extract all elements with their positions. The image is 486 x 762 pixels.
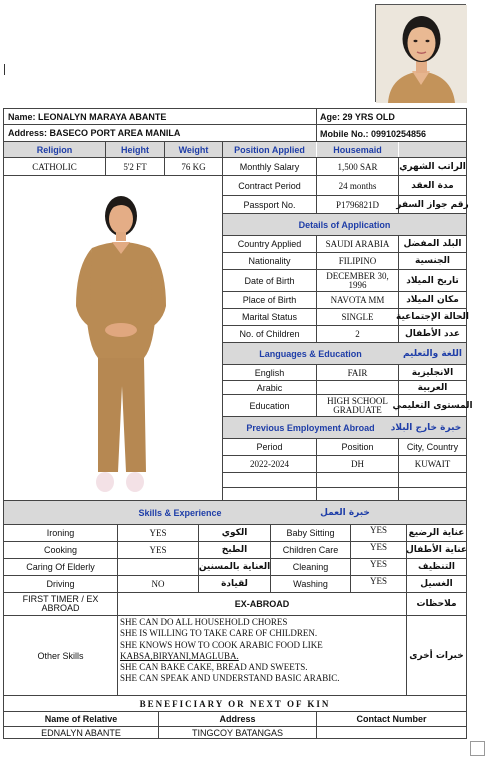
skill-label-ironing: Ironing: [46, 528, 75, 538]
height-value: 5'2 FT: [123, 161, 147, 172]
languages-heading-arabic: اللغة والتعليم: [402, 348, 463, 359]
skill-value-caring-of-elderly: [118, 559, 198, 575]
headshot-illustration: [376, 5, 467, 103]
religion-value: CATHOLIC: [32, 161, 77, 172]
other-skills-list: [120, 617, 405, 685]
details-heading: Details of Application: [223, 214, 466, 235]
languages-heading: Languages & Education: [259, 348, 362, 359]
skill-arabic-cleaning: التنظيف: [418, 562, 455, 572]
details-arabic-3: مكان الميلاد: [406, 295, 459, 305]
contract-label-0: Monthly Salary: [239, 161, 300, 172]
beneficiary-col-name: Name of Relative: [44, 714, 118, 724]
beneficiary-name: EDNALYN ABANTE: [41, 728, 121, 738]
weight-value: 76 KG: [181, 161, 206, 172]
other-skill-line: SHE KNOWS HOW TO COOK ARABIC FOOD LIKE: [120, 639, 323, 650]
language-value-1: [317, 381, 398, 394]
employment-heading: Previous Employment Abroad: [246, 422, 375, 433]
skill-label-baby-sitting: Baby Sitting: [286, 528, 335, 538]
employment-col-country: City, Country: [406, 442, 459, 452]
other-skills-label: Other Skills: [37, 651, 84, 661]
beneficiary-col-contact: Contact Number: [356, 714, 427, 724]
language-label-2: Education: [249, 400, 290, 411]
skill-value-children-care: YES: [369, 542, 387, 552]
first-timer-value: EX-ABROAD: [234, 599, 290, 609]
height-header: Height: [106, 142, 164, 157]
other-skill-line: SHE CAN SPEAK AND UNDERSTAND BASIC ARABIC.: [120, 673, 340, 684]
details-value-3: NAVOTA MM: [330, 295, 385, 305]
details-label-1: Nationality: [248, 256, 291, 266]
other-skills-arabic: خبرات أخرى: [409, 651, 464, 661]
applicant-mobile: Mobile No.: 09910254856: [320, 128, 427, 139]
skill-value-driving: NO: [151, 579, 165, 589]
contract-value-2: P1796821D: [335, 199, 379, 210]
contract-arabic-1: مدة العقد: [411, 180, 454, 191]
details-value-5: 2: [355, 329, 360, 339]
language-arabic-2: المستوى التعليمي: [392, 400, 473, 411]
text-cursor: [4, 64, 5, 75]
skill-label-washing: Washing: [293, 579, 328, 589]
skill-value-cooking: YES: [149, 545, 167, 555]
skill-value-cleaning: YES: [369, 559, 387, 569]
skill-label-cleaning: Cleaning: [292, 562, 329, 572]
full-body-photo-frame: [3, 175, 223, 501]
beneficiary-heading: BENEFICIARY OR NEXT OF KIN: [139, 698, 331, 709]
language-arabic-0: الانجليزية: [411, 367, 454, 378]
employment-position-0: DH: [351, 459, 364, 469]
details-arabic-0: البلد المفضل: [403, 239, 462, 249]
details-arabic-5: عدد الأطفال: [404, 329, 461, 339]
contract-arabic-0: الراتب الشهري: [399, 161, 466, 172]
language-value-2: HIGH SCHOOL GRADUATE: [327, 395, 388, 415]
position-applied-header: Position Applied: [223, 142, 316, 157]
applicant-name: Name: LEONALYN MARAYA ABANTE: [8, 111, 167, 122]
contract-arabic-2: رقم جواز السفر: [396, 199, 469, 210]
skills-heading-arabic: خبرة العمل: [320, 507, 370, 518]
details-label-5: No. of Children: [239, 329, 300, 339]
skill-arabic-cooking: الطبخ: [221, 545, 248, 555]
skill-value-washing: YES: [369, 576, 387, 586]
language-value-0: FAIR: [347, 367, 368, 378]
other-skill-line: SHE CAN BAKE CAKE, BREAD AND SWEETS.: [120, 662, 308, 673]
language-label-0: English: [254, 367, 285, 378]
skill-label-cooking: Cooking: [43, 545, 78, 555]
skill-arabic-caring-of-elderly: العناية بالمسنين: [198, 562, 271, 572]
other-skill-line: SHE IS WILLING TO TAKE CARE OF CHILDREN.: [120, 628, 318, 639]
employment-country-0: KUWAIT: [414, 459, 451, 469]
skill-arabic-baby-sitting: عناية الرضيع: [408, 528, 465, 538]
beneficiary-col-address: Address: [219, 714, 256, 724]
details-label-2: Date of Birth: [244, 275, 295, 286]
details-label-4: Marital Status: [241, 312, 298, 322]
employment-col-position: Position: [341, 442, 374, 452]
details-value-1: FILIPINO: [338, 256, 377, 266]
beneficiary-contact: [317, 727, 466, 739]
contract-value-0: 1,500 SAR: [337, 161, 378, 172]
first-timer-label: FIRST TIMER / EX ABROAD: [22, 594, 99, 613]
skill-value-baby-sitting: YES: [369, 525, 387, 535]
applicant-age: Age: 29 YRS OLD: [320, 111, 395, 122]
skill-arabic-washing: الغسيل: [420, 579, 453, 589]
details-value-0: SAUDI ARABIA: [325, 239, 390, 249]
skill-label-caring-of-elderly: Caring Of Elderly: [26, 562, 95, 572]
other-skill-line: SHE CAN DO ALL HOUSEHOLD CHORES: [120, 617, 288, 627]
details-arabic-4: الحالة الإجتماعية: [396, 312, 469, 322]
other-skill-line: KABSA,BIRYANI,MAGLUBA.: [120, 650, 239, 661]
page-corner-marker: [470, 741, 485, 756]
position-filler: [399, 142, 466, 157]
skill-value-ironing: YES: [149, 528, 167, 538]
details-value-2: DECEMBER 30, 1996: [326, 270, 389, 290]
employment-period-0: 2022-2024: [250, 459, 289, 469]
contract-value-1: 24 months: [338, 180, 377, 191]
details-arabic-1: الجنسية: [415, 256, 450, 266]
contract-label-2: Passport No.: [243, 199, 296, 210]
position-applied-value: Housemaid: [317, 142, 398, 157]
skill-arabic-children-care: عناية الأطفال: [405, 545, 468, 555]
skill-label-driving: Driving: [46, 579, 75, 589]
skill-arabic-ironing: الكوي: [221, 528, 248, 538]
language-arabic-1: العربية: [417, 382, 448, 393]
skill-label-children-care: Children Care: [282, 545, 339, 555]
full-body-photo: [4, 176, 224, 502]
details-arabic-2: تاريخ الميلاد: [406, 275, 459, 286]
language-label-1: Arabic: [256, 382, 283, 393]
religion-header: Religion: [4, 142, 105, 157]
weight-header: Weight: [165, 142, 222, 157]
details-value-4: SINGLE: [341, 312, 374, 322]
details-label-0: Country Applied: [237, 239, 302, 249]
applicant-address: Address: BASECO PORT AREA MANILA: [8, 128, 181, 138]
beneficiary-address: TINGCOY BATANGAS: [191, 728, 283, 738]
details-label-3: Place of Birth: [242, 295, 297, 305]
employment-heading-arabic: خبرة خارج البلاد: [390, 422, 462, 433]
skill-arabic-driving: لقيادة: [221, 579, 248, 589]
skills-heading: Skills & Experience: [138, 507, 222, 518]
employment-col-period: Period: [256, 442, 283, 452]
first-timer-arabic: ملاحظات: [416, 599, 457, 609]
applicant-headshot-photo: [375, 4, 466, 102]
contract-label-1: Contract Period: [238, 180, 301, 191]
